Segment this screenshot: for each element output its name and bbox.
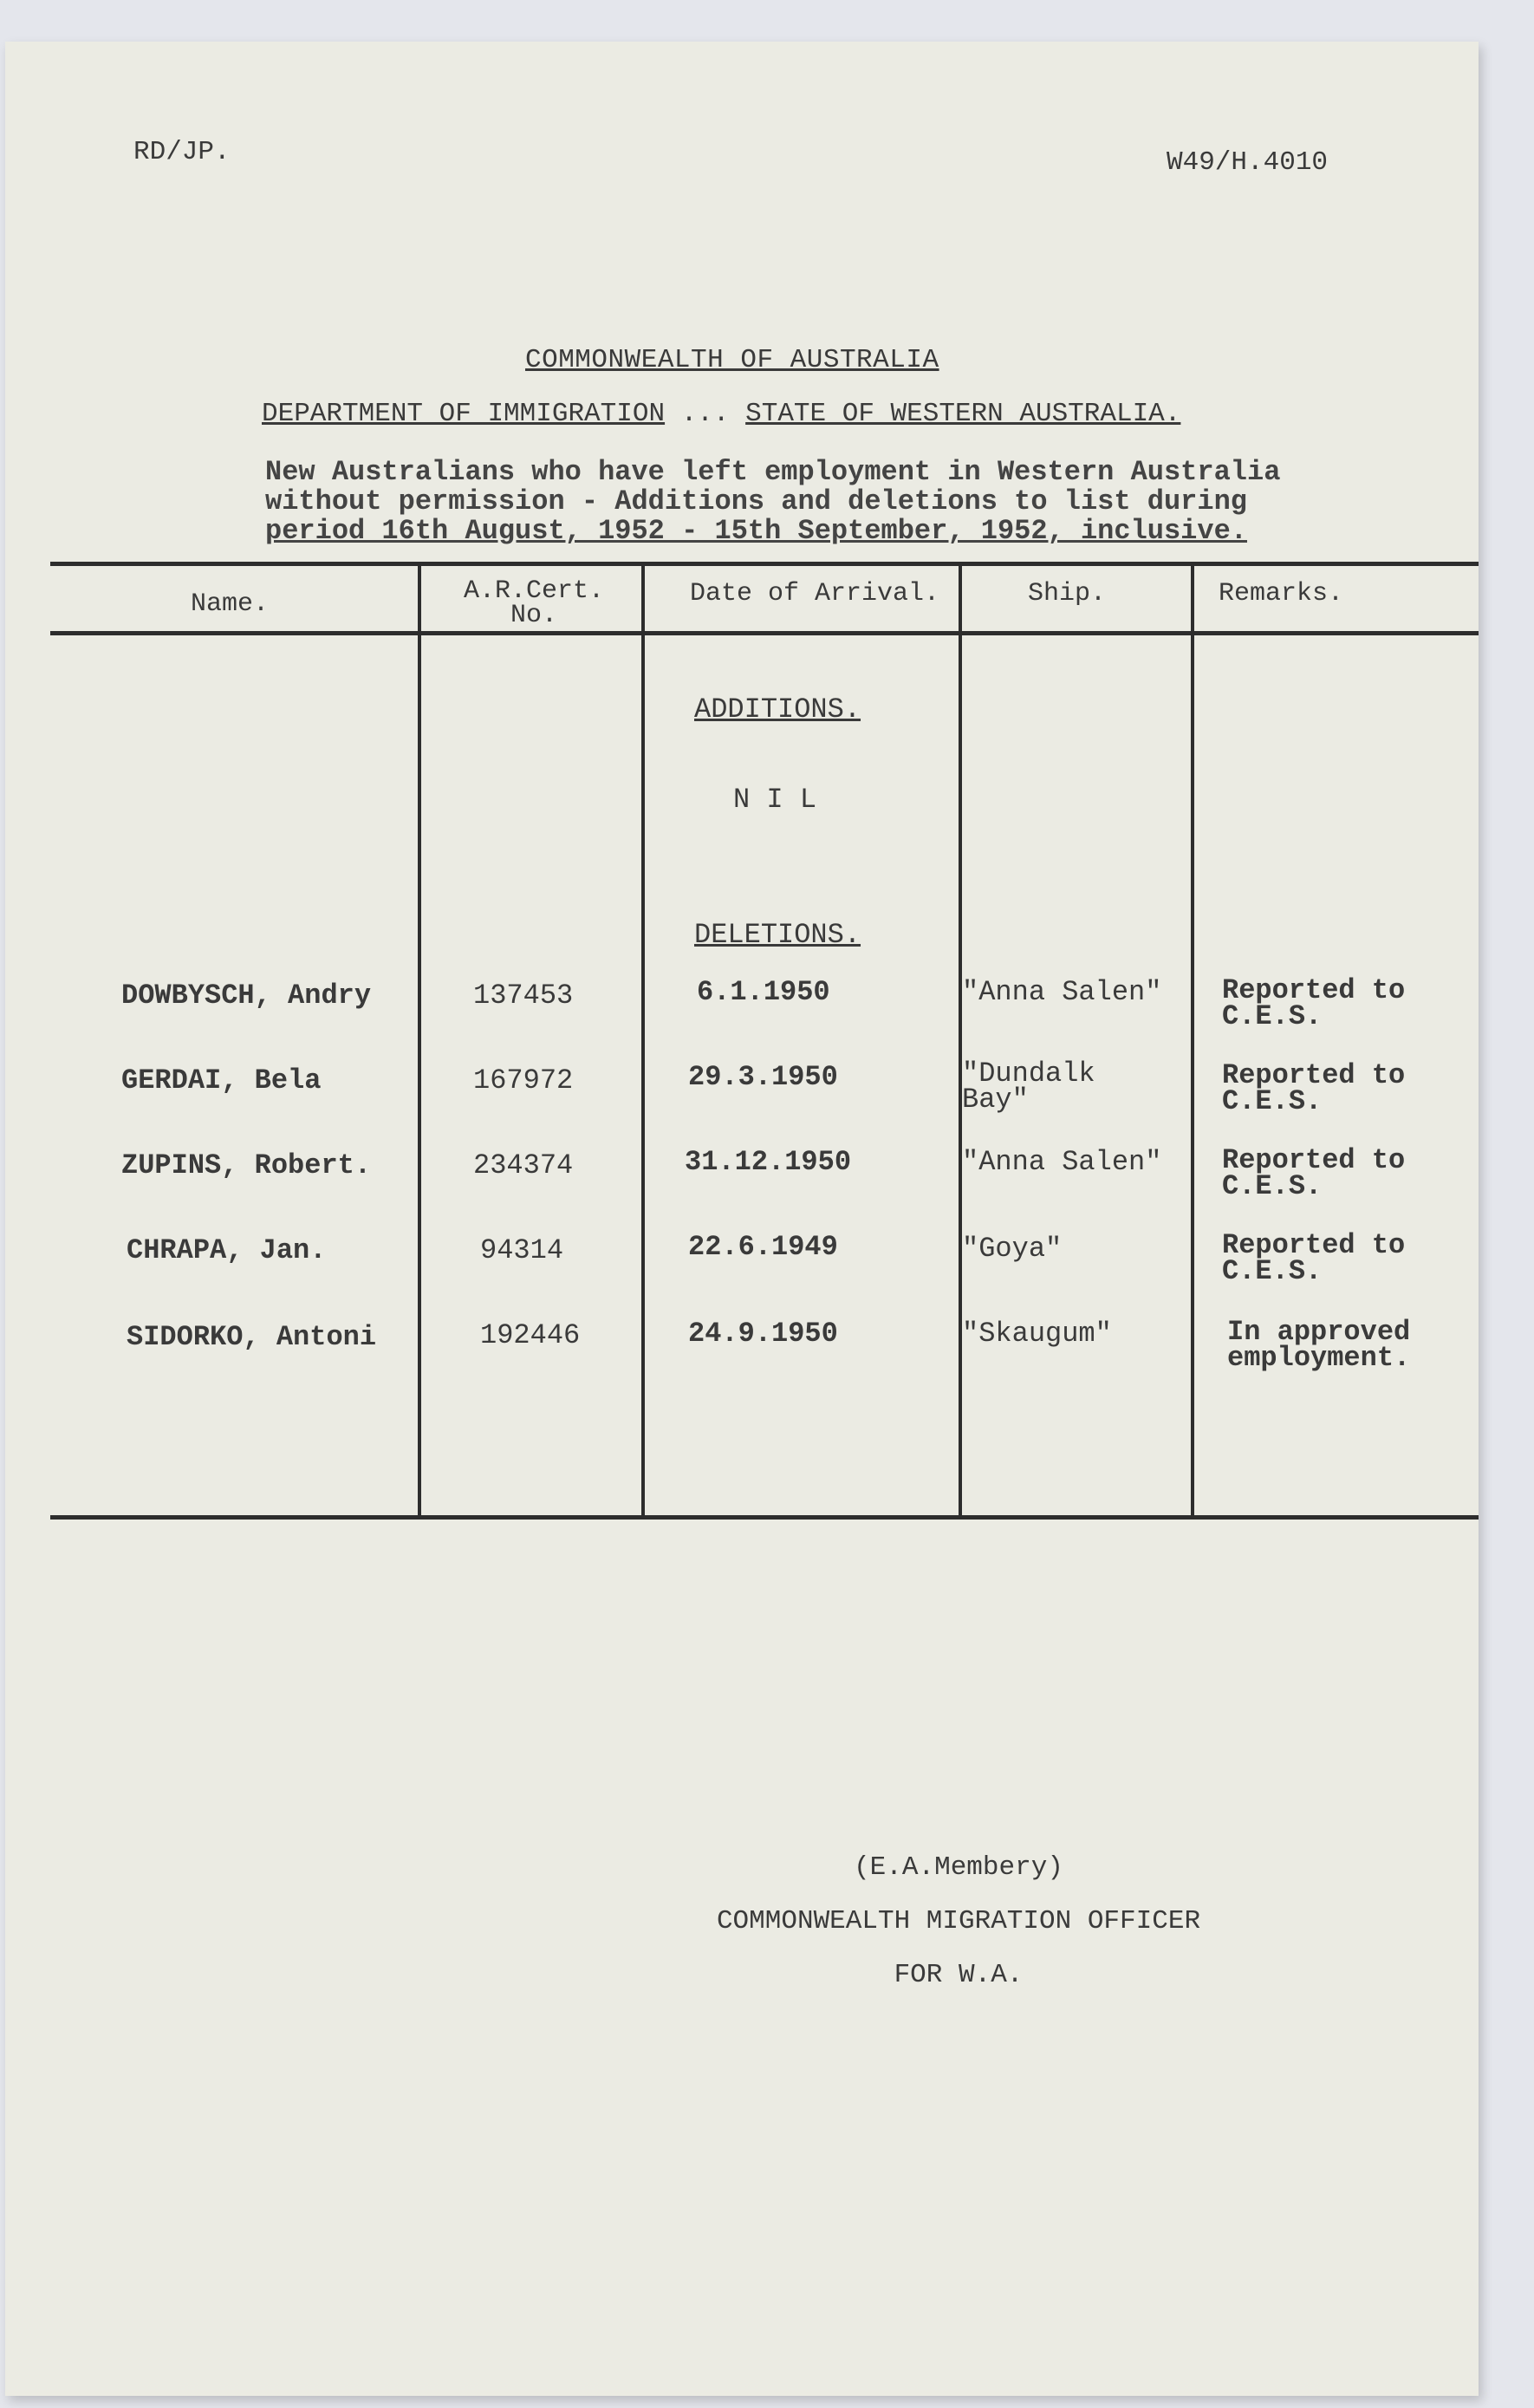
row-3-name: ZUPINS, Robert. [121, 1149, 372, 1181]
intro-line-1: New Australians who have left employment in Western Australia [265, 456, 1281, 488]
row-5-remarks: In approved employment. [1227, 1316, 1411, 1374]
signatory-title: COMMONWEALTH MIGRATION OFFICER [716, 1906, 1201, 1936]
department-line [262, 399, 1180, 429]
row-4-ship: "Goya" [962, 1233, 1063, 1265]
header-ship: Ship. [1028, 579, 1107, 609]
intro-line-2: without permission - Additions and deletions to list during [265, 485, 1247, 517]
document-title: COMMONWEALTH OF AUSTRALIA [525, 345, 939, 375]
deletions-label: DELETIONS. [694, 919, 861, 951]
row-2-name: GERDAI, Bela [121, 1064, 322, 1097]
row-3-cert: 234374 [473, 1149, 574, 1181]
row-5-cert: 192446 [480, 1319, 581, 1351]
row-1-cert: 137453 [473, 979, 574, 1012]
department-name: DEPARTMENT OF IMMIGRATION [262, 399, 666, 429]
column-divider-3 [959, 562, 962, 1520]
nil-value: N I L [733, 784, 817, 816]
row-2-date: 29.3.1950 [688, 1061, 838, 1093]
row-4-date: 22.6.1949 [688, 1231, 838, 1263]
reference-right: W49/H.4010 [1167, 147, 1329, 178]
row-1-date: 6.1.1950 [697, 976, 830, 1008]
header-remarks: Remarks. [1219, 579, 1344, 609]
reference-left: RD/JP. [133, 137, 231, 167]
table-bottom-rule [50, 1515, 1479, 1520]
column-divider-4 [1191, 566, 1194, 1520]
signatory-name: (E.A.Membery) [854, 1852, 1063, 1883]
additions-label: ADDITIONS. [694, 693, 861, 726]
intro-line-3: period 16th August, 1952 - 15th September, 1952, inclusive. [265, 515, 1247, 547]
header-cert: A.R.Cert. No. [463, 576, 605, 630]
row-5-date: 24.9.1950 [688, 1318, 838, 1350]
intro-paragraph [265, 458, 1280, 546]
column-divider-2 [641, 566, 645, 1520]
row-4-cert: 94314 [480, 1234, 564, 1266]
table-top-rule [50, 562, 1479, 566]
row-3-remarks: Reported to C.E.S. [1222, 1144, 1406, 1202]
separator: ... [680, 399, 730, 429]
signatory-region: FOR W.A. [894, 1960, 1024, 1990]
row-1-remarks: Reported to C.E.S. [1222, 974, 1406, 1032]
table-header-rule [50, 631, 1479, 635]
row-2-cert: 167972 [473, 1064, 574, 1097]
row-1-ship: "Anna Salen" [962, 976, 1162, 1008]
header-name: Name. [191, 589, 270, 619]
document-page [5, 42, 1479, 2396]
row-2-ship: "Dundalk Bay" [962, 1058, 1095, 1116]
state-name: STATE OF WESTERN AUSTRALIA. [745, 399, 1181, 429]
row-3-ship: "Anna Salen" [962, 1146, 1162, 1178]
row-4-remarks: Reported to C.E.S. [1222, 1229, 1406, 1287]
column-divider-1 [418, 566, 421, 1520]
row-3-date: 31.12.1950 [685, 1146, 852, 1178]
row-4-name: CHRAPA, Jan. [127, 1234, 327, 1266]
row-5-name: SIDORKO, Antoni [127, 1321, 377, 1353]
signature-block [716, 1827, 1201, 2015]
row-2-remarks: Reported to C.E.S. [1222, 1059, 1406, 1117]
row-5-ship: "Skaugum" [962, 1318, 1112, 1350]
row-1-name: DOWBYSCH, Andry [121, 979, 372, 1012]
header-date: Date of Arrival. [690, 579, 940, 609]
